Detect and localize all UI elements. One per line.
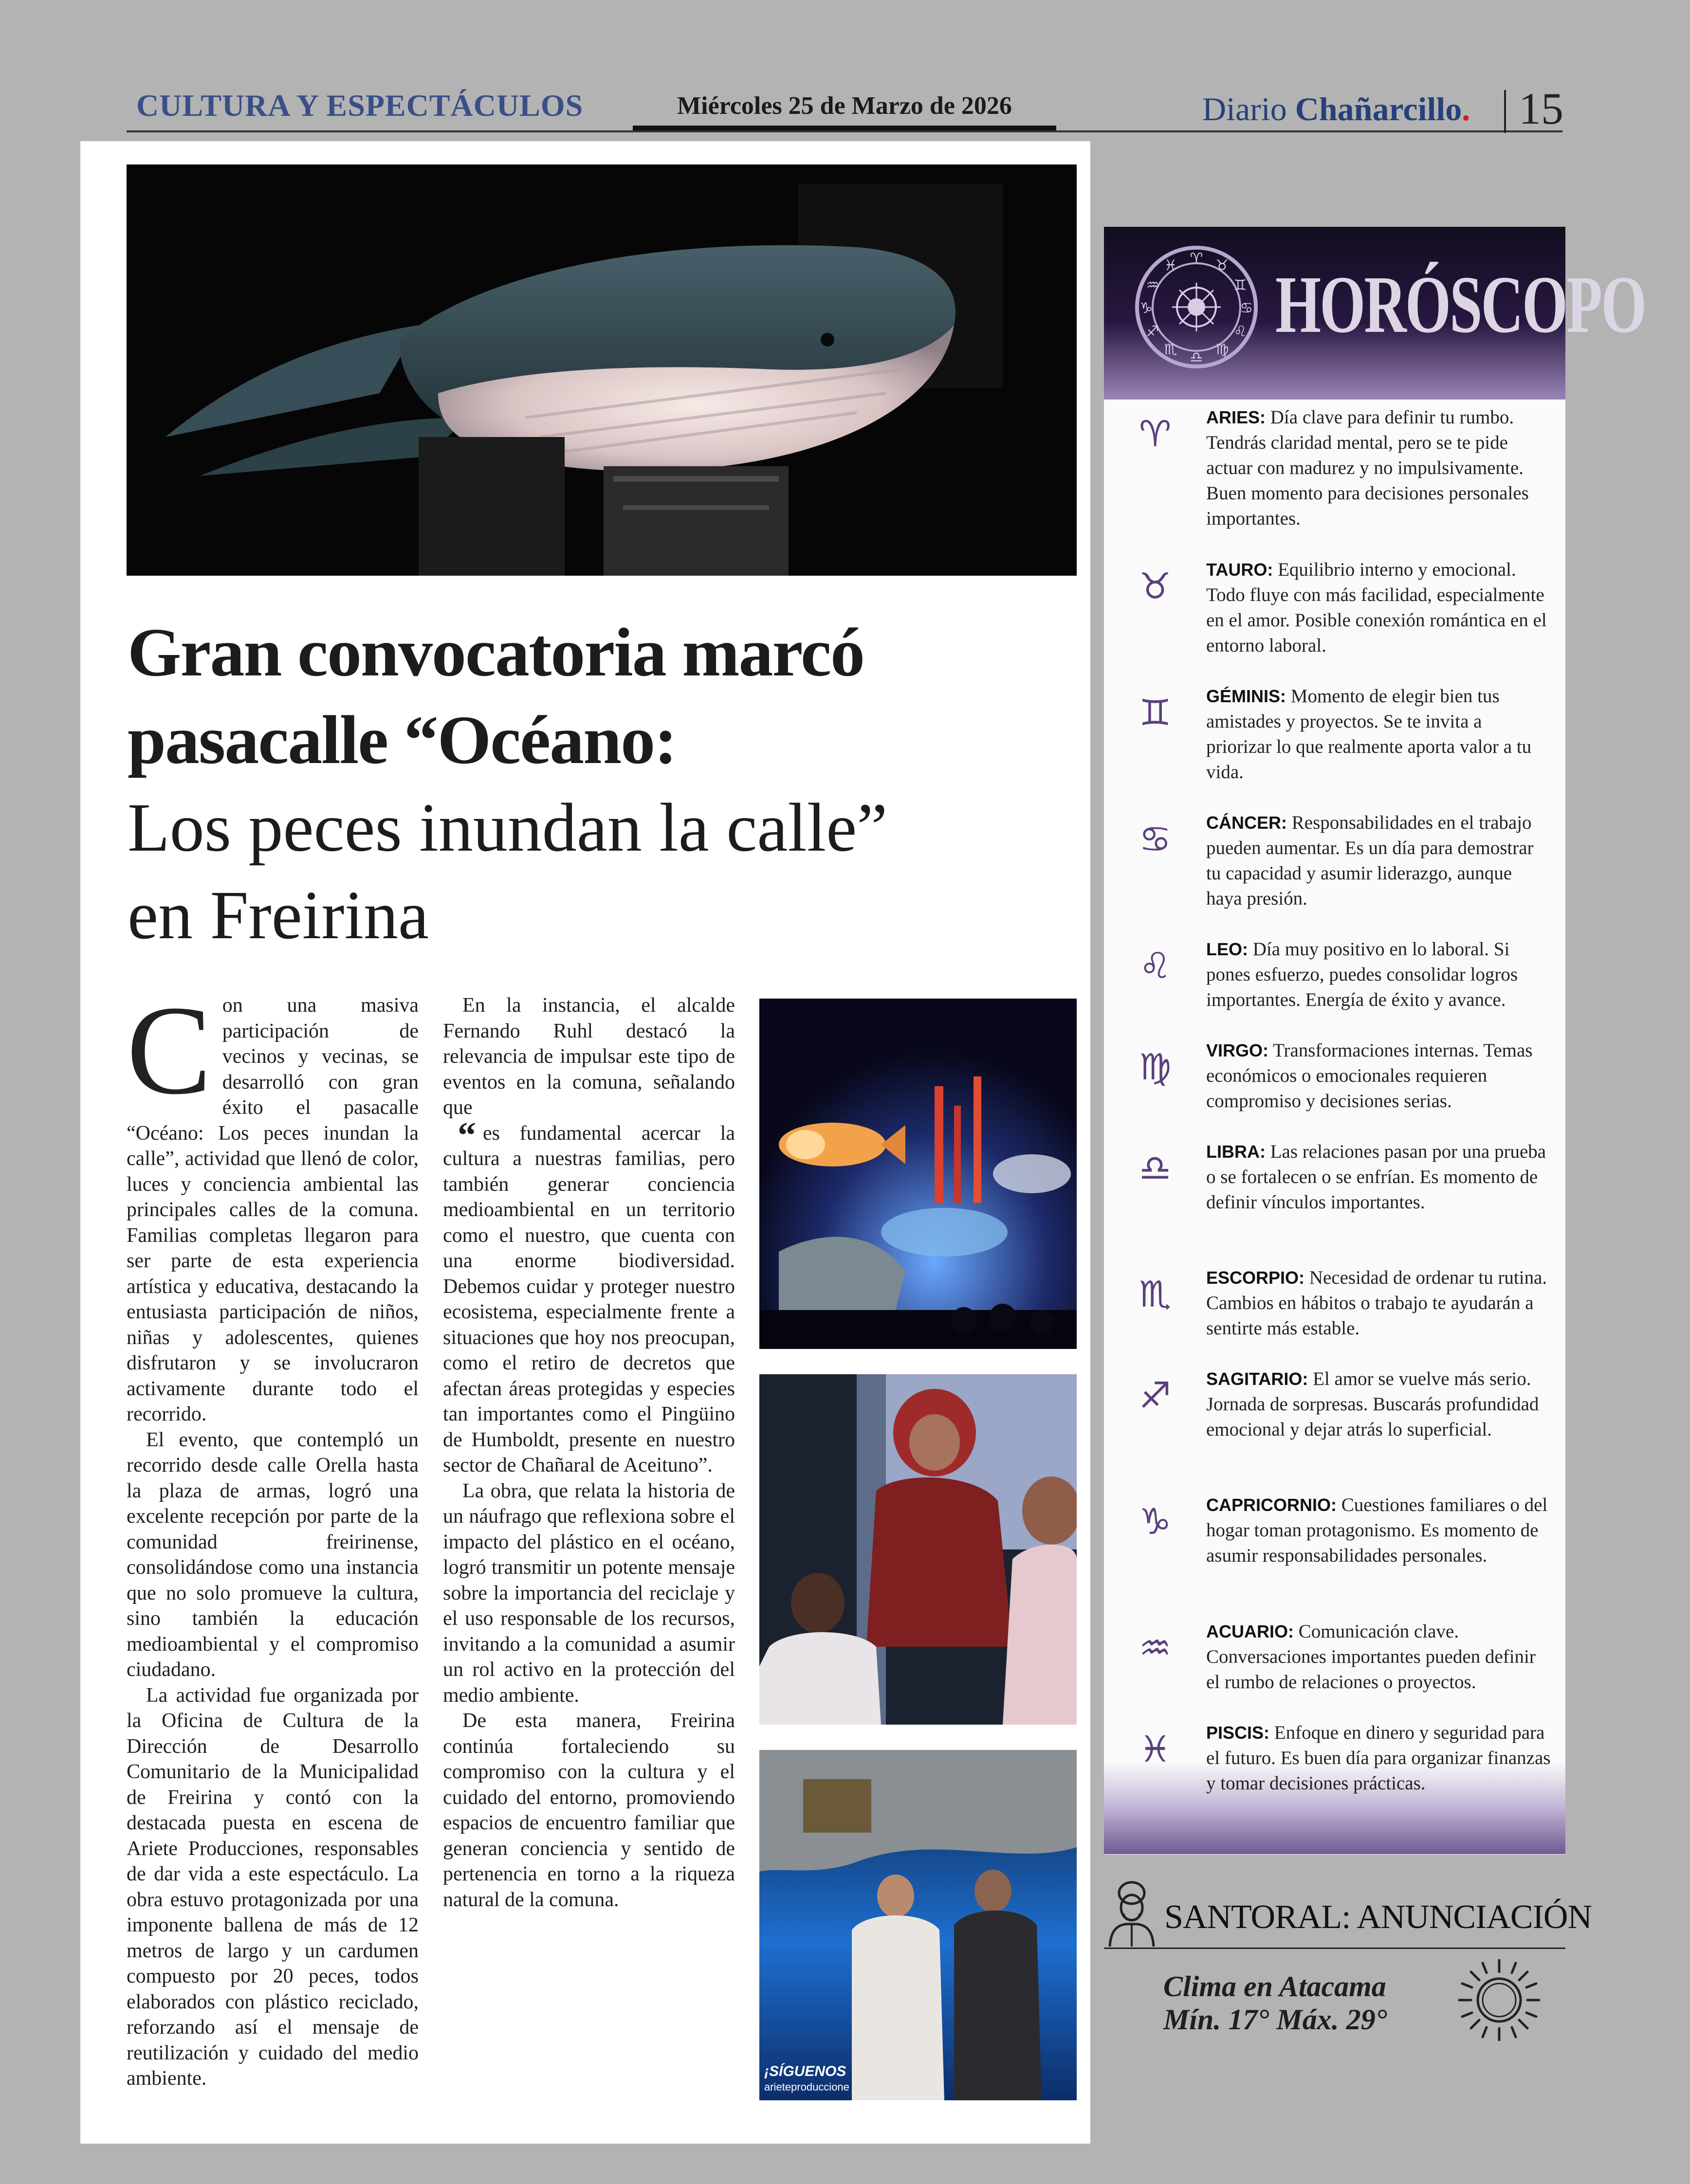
date-underline bbox=[633, 126, 1056, 130]
sign-name: SAGITARIO: bbox=[1206, 1369, 1308, 1389]
sign-forecast: Necesidad de ordenar tu rutina. Cambios en hábitos o trabajo te ayudarán a sentirte más estable. bbox=[1206, 1267, 1547, 1339]
horoscope-title: HORÓSCOPO bbox=[1275, 259, 1646, 350]
mayor-quote: es fundamental acercar la cultura a nuestras familias, pero también generar conciencia medioambiental en un territorio como el nuestro, que cuenta con una enorme biodiversidad. Debemos cuidar y proteger nuestro ecosistema, especialmente frente a situaciones que hoy nos preocupan, como el retiro de decretos que afectan áreas protegidas y especies tan importantes como el Pingüino de Humboldt, presente en nuestro sector de Chañaral de Aceituno”. bbox=[443, 1122, 735, 1476]
newspaper-prefix: Diario bbox=[1202, 91, 1287, 127]
gemini-icon: ♊ bbox=[1139, 692, 1172, 734]
cancer-icon: ♋ bbox=[1139, 819, 1172, 860]
pull-quote-mark: “ bbox=[458, 1114, 476, 1156]
follow-caption: ¡SÍGUENOS bbox=[764, 2063, 846, 2079]
brand-dot: . bbox=[1462, 91, 1470, 127]
newspaper-brand: Chañarcillo bbox=[1295, 91, 1462, 127]
pisces-icon: ♓ bbox=[1139, 1729, 1172, 1770]
horoscope-entry bbox=[1206, 1720, 1552, 1796]
svg-text:♉: ♉ bbox=[1215, 257, 1229, 274]
santoral-label: SANTORAL: ANUNCIACIÓN bbox=[1164, 1898, 1592, 1936]
taurus-icon: ♉ bbox=[1139, 565, 1172, 607]
horoscope-entry bbox=[1206, 557, 1552, 658]
sign-name: VIRGO: bbox=[1206, 1040, 1269, 1060]
saint-icon bbox=[1105, 1879, 1158, 1947]
sign-name: PISCIS: bbox=[1206, 1723, 1270, 1743]
article-column-1 bbox=[127, 980, 419, 2092]
virgo-icon: ♍ bbox=[1139, 1046, 1172, 1088]
scorpio-icon: ♏ bbox=[1139, 1274, 1172, 1315]
svg-text:♋: ♋ bbox=[1240, 300, 1253, 317]
newspaper-name bbox=[1202, 90, 1470, 128]
weather-temps: Mín. 17° Máx. 29° bbox=[1163, 2003, 1387, 2036]
sign-name: GÉMINIS: bbox=[1206, 686, 1286, 706]
headline-light-line-1: Los peces inundan la calle” bbox=[128, 789, 888, 866]
sign-name: LIBRA: bbox=[1206, 1142, 1266, 1162]
sign-name: ARIES: bbox=[1206, 407, 1266, 427]
drop-cap: C bbox=[127, 980, 212, 1121]
sign-forecast: Día muy positivo en lo laboral. Si pones esfuerzo, puedes consolidar logros importantes. Energía de éxito y avance. bbox=[1206, 939, 1518, 1010]
paragraph-5: La obra, que relata la historia de un náufrago que reflexiona sobre el impacto del plástico en el océano, logró transmitir un potente mensaje sobre la importancia del reciclaje y el uso responsable de los recursos, invitando a la comunidad a asumir un rol activo en la protección del medio ambiente. bbox=[443, 1479, 735, 1707]
sign-forecast: Momento de elegir bien tus amistades y proyectos. Se te invita a priorizar lo que realmente aporta valor a tu vida. bbox=[1206, 686, 1532, 783]
horoscope-entry bbox=[1206, 1619, 1552, 1695]
sign-name: TAURO: bbox=[1206, 560, 1273, 580]
sign-forecast: Día clave para definir tu rumbo. Tendrás claridad mental, pero se te pide actuar con madurez y no impulsivamente. Buen momento para decisiones personales importantes. bbox=[1206, 407, 1529, 529]
svg-text:♎: ♎ bbox=[1190, 349, 1203, 366]
header-rule bbox=[127, 130, 1562, 132]
capricorn-icon: ♑ bbox=[1139, 1501, 1172, 1543]
weather-block bbox=[1163, 1970, 1387, 2036]
sign-name: LEO: bbox=[1206, 939, 1248, 959]
sign-name: CAPRICORNIO: bbox=[1206, 1495, 1337, 1515]
fish-puppets-illustration bbox=[759, 999, 1077, 1349]
aries-icon: ♈ bbox=[1139, 413, 1172, 455]
horoscope-entry bbox=[1206, 1038, 1552, 1114]
section-title: CULTURA Y ESPECTÁCULOS bbox=[136, 88, 584, 123]
paragraph-2: El evento, que contempló un recorrido desde calle Orella hasta la plaza de armas, logró una excelente recepción por parte de la comunidad freirinense, consolidándose como una instancia que no solo promueve la cultura, sino también la educación medioambiental y el compromiso ciudadano. bbox=[127, 1428, 419, 1681]
horoscope-entry bbox=[1206, 1492, 1552, 1568]
horoscope-entry bbox=[1206, 684, 1552, 785]
whale-illustration bbox=[127, 164, 1077, 576]
page-number-separator bbox=[1504, 90, 1506, 133]
hero-photo-whale bbox=[127, 164, 1077, 576]
horoscope-entry bbox=[1206, 810, 1552, 911]
horoscope-entry bbox=[1206, 1366, 1552, 1442]
svg-text:♐: ♐ bbox=[1146, 323, 1159, 340]
svg-text:♏: ♏ bbox=[1164, 341, 1177, 358]
sign-forecast: Comunicación clave. Conversaciones importantes pueden definir el rumbo de relaciones o proyectos. bbox=[1206, 1621, 1536, 1693]
svg-text:♒: ♒ bbox=[1146, 277, 1159, 294]
leo-icon: ♌ bbox=[1139, 945, 1172, 987]
headline-light-line-2: en Freirina bbox=[128, 876, 429, 953]
svg-text:♓: ♓ bbox=[1164, 257, 1177, 274]
stage-illustration bbox=[759, 1750, 1077, 2100]
sun-icon bbox=[1455, 1956, 1543, 2044]
paragraph-6: De esta manera, Freirina continúa fortaleciendo su compromiso con la cultura y el cuidado del entorno, promoviendo espacios de encuentro familiar que generan conciencia y sentido de pertenencia en torno a la riqueza natural de la comuna. bbox=[443, 1710, 735, 1911]
paragraph-4: En la instancia, el alcalde Fernando Ruhl destacó la relevancia de impulsar este tipo de eventos en la comuna, señalando que bbox=[443, 994, 735, 1119]
horoscope-entry bbox=[1206, 1139, 1552, 1215]
svg-text:♌: ♌ bbox=[1233, 323, 1247, 340]
sign-forecast: Transformaciones internas. Temas económicos o emocionales requieren compromiso y decisiones serias. bbox=[1206, 1040, 1533, 1111]
horoscope-entry bbox=[1206, 1265, 1552, 1341]
sign-name: ACUARIO: bbox=[1206, 1621, 1294, 1641]
handle-caption: arieteproduccione bbox=[764, 2081, 849, 2093]
children-illustration bbox=[759, 1374, 1077, 1725]
sign-forecast: Responsabilidades en el trabajo pueden aumentar. Es un día para demostrar tu capacidad y asumir liderazgo, aunque haya presión. bbox=[1206, 812, 1534, 909]
horoscope-entry bbox=[1206, 405, 1552, 531]
article-column-2 bbox=[443, 993, 735, 1912]
libra-icon: ♎ bbox=[1139, 1147, 1172, 1189]
sagittarius-icon: ♐ bbox=[1139, 1375, 1172, 1417]
photo-presenters-stage bbox=[759, 1750, 1077, 2100]
svg-text:♑: ♑ bbox=[1139, 300, 1153, 317]
photo-children-audience bbox=[759, 1374, 1077, 1725]
aquarius-icon: ♒ bbox=[1139, 1627, 1172, 1669]
paragraph-3: La actividad fue organizada por la Oficina de Cultura de la Dirección de Desarrollo Comunitario de la Municipalidad de Freirina y contó con la destacada puesta en escena de Ariete Producciones, responsables de dar vida a este espectáculo. La obra estuvo protagonizada por una imponente ballena de más de 12 metros de largo y un cardumen compuesto por 20 peces, todos elaborados con plástico reciclado, reforzando así el mensaje de reutilización y cuidado del medio ambiente. bbox=[127, 1684, 419, 2090]
headline-bold-line-1: Gran convocatoria marcó bbox=[128, 614, 864, 691]
sign-name: CÁNCER: bbox=[1206, 813, 1287, 833]
svg-text:♍: ♍ bbox=[1215, 341, 1229, 358]
sign-forecast: Enfoque en dinero y seguridad para el futuro. Es buen día para organizar finanzas y tomar decisiones prácticas. bbox=[1206, 1722, 1551, 1794]
weather-title: Clima en Atacama bbox=[1163, 1970, 1386, 2002]
sign-forecast: Cuestiones familiares o del hogar toman protagonismo. Es momento de asumir responsabilidades personales. bbox=[1206, 1494, 1548, 1566]
santoral-rule bbox=[1104, 1947, 1565, 1949]
issue-date: Miércoles 25 de Marzo de 2026 bbox=[677, 92, 1012, 120]
article-headline bbox=[128, 608, 1082, 959]
svg-text:♈: ♈ bbox=[1190, 250, 1203, 267]
sign-name: ESCORPIO: bbox=[1206, 1268, 1305, 1288]
paragraph-1: on una masiva participación de vecinos y vecinas, se desarrolló con gran éxito el pasacalle “Océano: Los peces inundan la calle”, actividad que llenó de color, luces y conciencia ambiental las principales calles de la comuna. Familias completas llegaron para ser parte de esta experiencia artística y educativa, destacando la entusiasta participación de niños, niñas y adolescentes, quienes disfrutaron y se involucraron activamente durante todo el recorrido. bbox=[127, 994, 419, 1425]
sign-forecast: Equilibrio interno y emocional. Todo fluye con más facilidad, especialmente en el amor. Posible conexión romántica en el entorno laboral. bbox=[1206, 559, 1547, 656]
horoscope-entry bbox=[1206, 937, 1552, 1013]
sign-forecast: Las relaciones pasan por una prueba o se fortalecen o se enfrían. Es momento de definir vínculos importantes. bbox=[1206, 1141, 1546, 1213]
svg-text:♊: ♊ bbox=[1233, 277, 1247, 294]
sign-forecast: El amor se vuelve más serio. Jornada de sorpresas. Buscarás profundidad emocional y dejar atrás lo superficial. bbox=[1206, 1368, 1539, 1440]
page-number: 15 bbox=[1519, 84, 1563, 133]
photo-fish-puppets bbox=[759, 999, 1077, 1349]
headline-bold-line-2: pasacalle “Océano: bbox=[128, 701, 677, 778]
